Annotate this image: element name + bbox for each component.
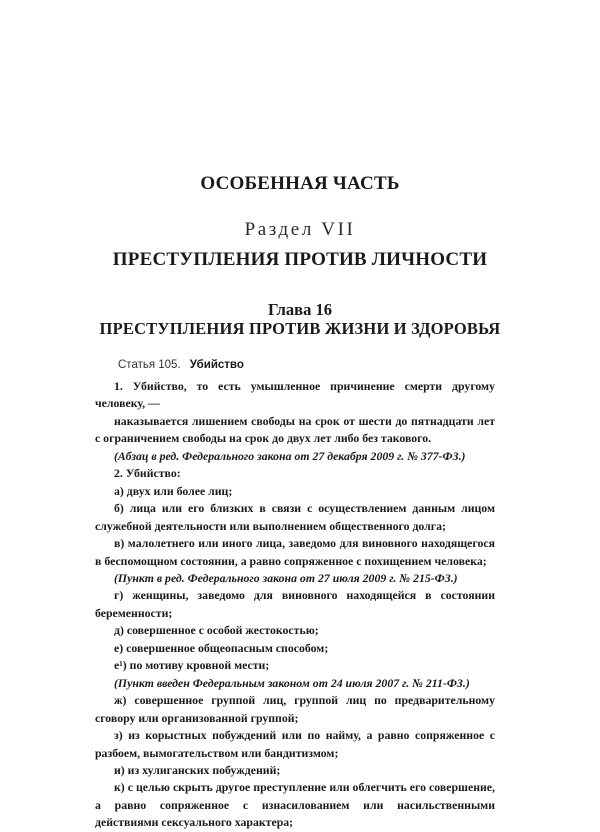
list-item: б) лица или его близких в связи с осуществлением данным лицом служебной деятельности или выполнением общественного долга; bbox=[95, 501, 495, 533]
chapter-title: ПРЕСТУПЛЕНИЯ ПРОТИВ ЖИЗНИ И ЗДОРОВЬЯ bbox=[99, 319, 501, 338]
chapter-label: Глава 16 bbox=[268, 300, 332, 319]
list-item: в) малолетнего или иного лица, заведомо для виновного находящегося в беспомощном состоянии, а равно сопряженное с похищением человека; bbox=[95, 536, 495, 568]
list-item: е¹) по мотиву кровной мести; bbox=[114, 658, 270, 673]
list-item: з) из корыстных побуждений или по найму, а равно сопряженное с разбоем, вымогательством или бандитизмом; bbox=[95, 728, 495, 760]
list-item: и) из хулиганских побуждений; bbox=[114, 762, 281, 777]
section-label: Раздел VII bbox=[244, 219, 356, 240]
amendment-note: (Абзац в ред. Федерального закона от 27 декабря 2009 г. № 377-ФЗ.) bbox=[114, 448, 466, 463]
list-item: а) двух или более лиц; bbox=[114, 483, 233, 498]
article-title: Убийство bbox=[189, 359, 244, 371]
list-item: ж) совершенное группой лиц, группой лиц по предварительному сговору или организованной группой; bbox=[95, 693, 495, 725]
paragraph: 1. Убийство, то есть умышленное причинение смерти другому человеку, — bbox=[95, 379, 495, 411]
amendment-note: (Пункт в ред. Федерального закона от 27 июля 2009 г. № 215-ФЗ.) bbox=[114, 570, 458, 585]
list-item: д) совершенное с особой жестокостью; bbox=[114, 623, 319, 638]
article-heading bbox=[118, 357, 244, 372]
paragraph: наказывается лишением свободы на срок от шести до пятнадцати лет с ограничением свободы на срок до двух лет либо без такового. bbox=[95, 413, 495, 446]
list-item: е) совершенное общеопасным способом; bbox=[114, 640, 329, 655]
part-title: ОСОБЕННАЯ ЧАСТЬ bbox=[200, 173, 400, 194]
list-item: г) женщины, заведомо для виновного находящейся в состоянии беременности; bbox=[95, 588, 495, 620]
section-title: ПРЕСТУПЛЕНИЯ ПРОТИВ ЛИЧНОСТИ bbox=[112, 249, 488, 270]
article-number: Статья 105. bbox=[118, 359, 181, 371]
list-item: к) с целью скрыть другое преступление или облегчить его совершение, а равно сопряженное с изнасилованием или насильственными действиями сексуального характера; bbox=[95, 780, 495, 830]
article-body bbox=[95, 378, 495, 832]
paragraph: 2. Убийство: bbox=[114, 466, 181, 481]
amendment-note: (Пункт введен Федеральным законом от 24 июля 2007 г. № 211-ФЗ.) bbox=[114, 675, 470, 690]
